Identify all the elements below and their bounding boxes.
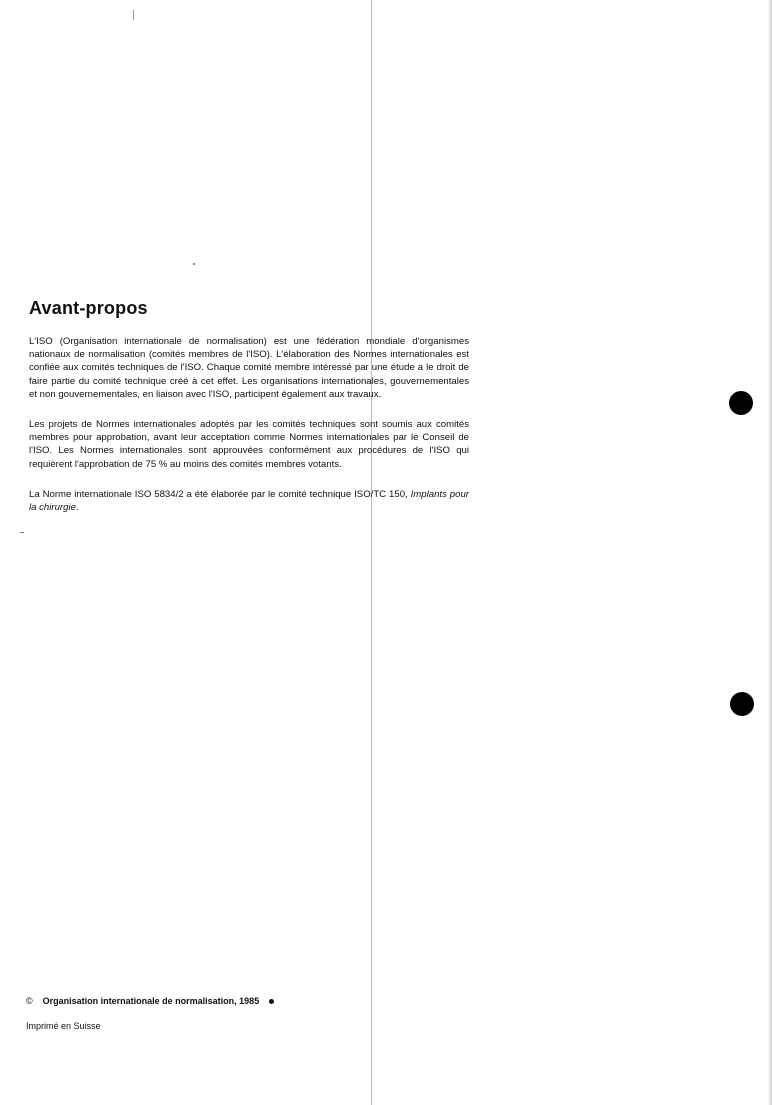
committee-end: . [75,502,79,514]
paragraph-approval: Les projets de Normes internationales adoptés par les comités techniques sont soumis aux comités membres pour approbation, avant leur acceptation comme Normes internationales par le Conseil de l'ISO. Les Normes internationales sont approuvées conformément aux procédures de l'ISO qui requièrent l'approbation de 75 % au moins des comités membres votants. [29,419,469,470]
committee-text: La Norme internationale ISO 5834/2 a été élaborée par le comité technique ISO/TC 150, [29,488,411,500]
scan-speck [193,263,195,265]
copyright-icon: © [26,996,33,1006]
foreword-heading: Avant-propos [29,298,148,318]
scan-mark [133,10,134,20]
paragraph-committee [29,488,469,514]
punch-hole-upper [729,391,753,415]
paragraph-iso-intro: L'ISO (Organisation internationale de normalisation) est une fédération mondiale d'organismes nationaux de normalisation (comités membres de l'ISO). L'élaboration des Normes internationales est confiée aux comités techniques de l'ISO. Chaque comité membre intéressé par une étude a le droit de faire partie du comité technique créé à cet effet. Les organisations internationales, gouvernementales et non gouvernementales, en liaison avec l'ISO, participent également aux travaux. [29,336,469,400]
copyright-text: Organisation internationale de normalisation, 1985 [42,996,260,1006]
foreword-section [29,298,469,531]
punch-hole-lower [730,692,754,716]
copyright-line [26,996,274,1006]
printed-in-note: Imprimé en Suisse [26,1021,101,1031]
page-edge-shadow [768,0,772,1105]
page-fold-line [371,0,372,1105]
bullet-icon [269,999,274,1004]
scan-dash-mark [20,532,24,533]
committee-title: Implants pour la chirurgie [29,488,469,514]
